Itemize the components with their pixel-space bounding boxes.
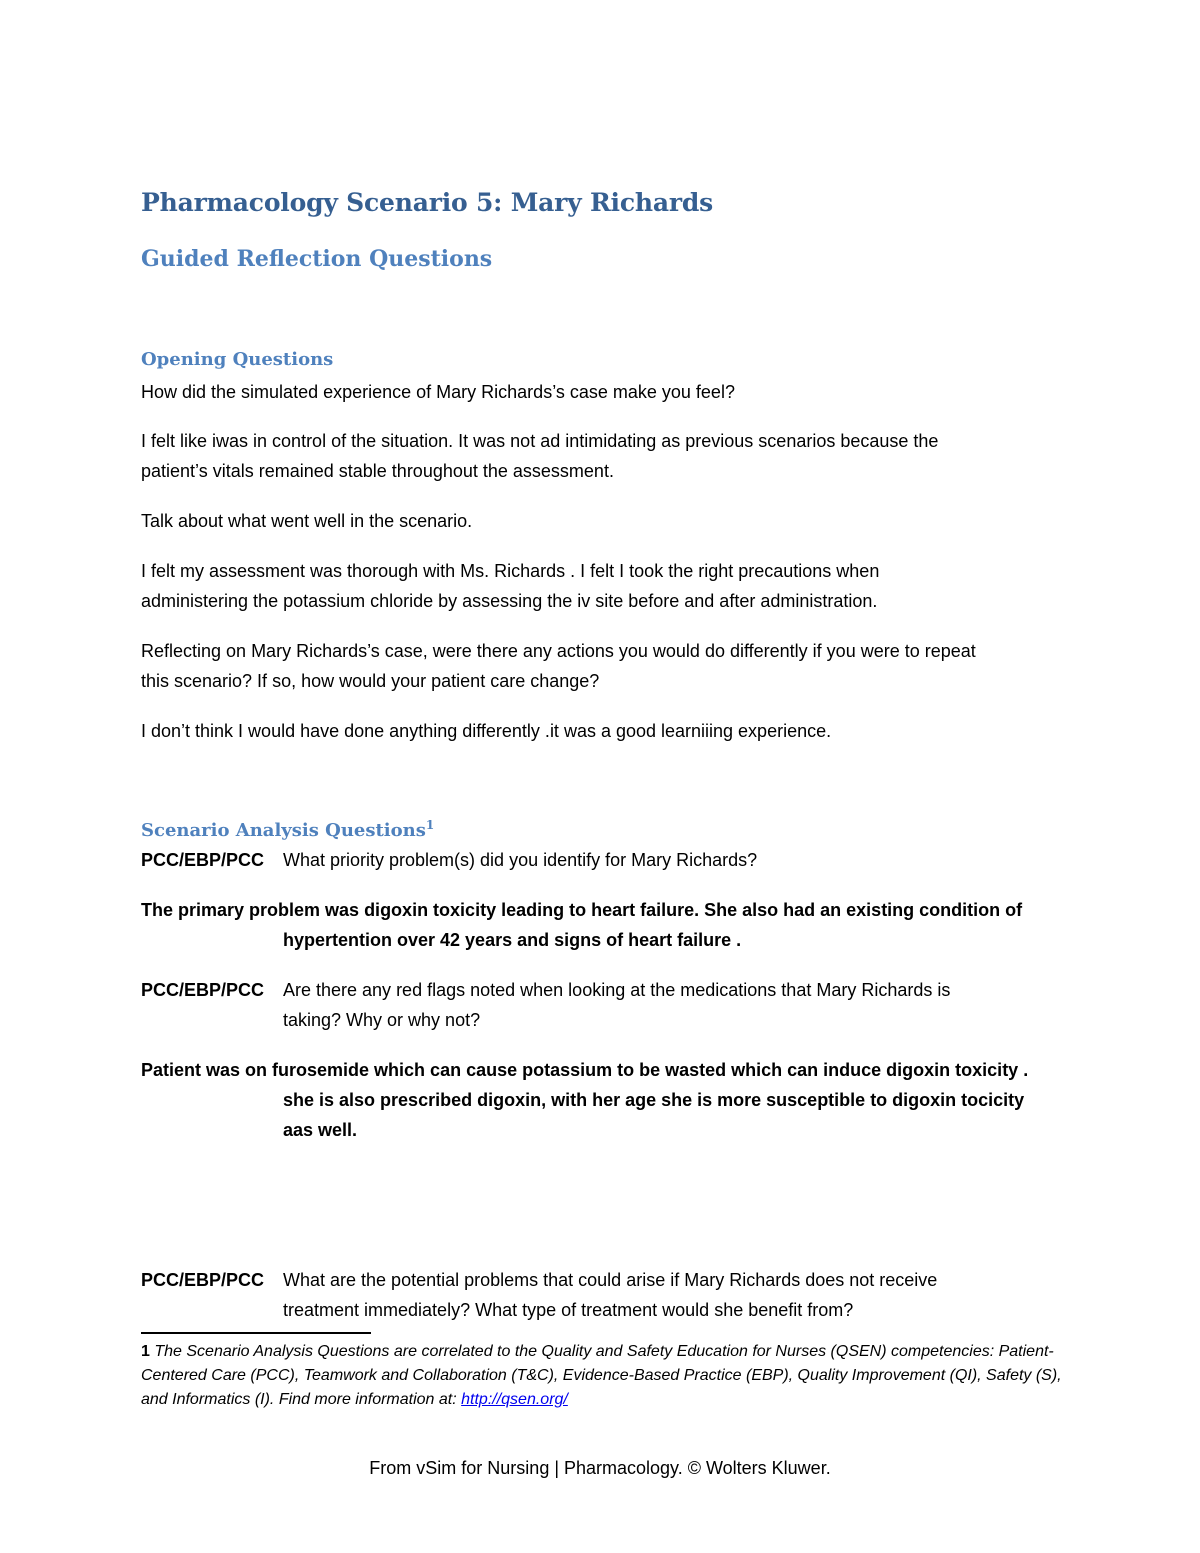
opening-question-3-line-2: this scenario? If so, how would your patient care change? [141,671,600,691]
qsen-link[interactable]: http://qsen.org/ [461,1391,568,1408]
scenario-analysis-heading [141,818,434,841]
competency-tag: PCC/EBP/PCC [141,850,265,870]
analysis-question-3-line-2: treatment immediately? What type of treatment would she benefit from? [283,1300,854,1320]
opening-answer-3: I don’t think I would have done anything differently .it was a good learniiing experience. [141,721,832,741]
analysis-question-2-line-1: Are there any red flags noted when looking at the medications that Mary Richards is [283,980,951,1000]
analysis-answer-1-line-2: hypertention over 42 years and signs of heart failure . [283,930,742,950]
analysis-answer-2-line-1: Patient was on furosemide which can cause potassium to be wasted which can induce digoxin toxicity . [141,1060,1029,1080]
opening-question-1: How did the simulated experience of Mary Richards’s case make you feel? [141,382,735,402]
opening-answer-2-line-2: administering the potassium chloride by assessing the iv site before and after administration. [141,591,878,611]
footnote-separator [141,1332,371,1334]
page-title: Pharmacology Scenario 5: Mary Richards [141,188,713,217]
opening-question-2: Talk about what went well in the scenario. [141,511,473,531]
footnote-ref: 1 [425,818,435,832]
page-subtitle: Guided Reflection Questions [141,246,493,272]
opening-answer-2-line-1: I felt my assessment was thorough with Ms. Richards . I felt I took the right precautions when [141,561,880,581]
competency-tag: PCC/EBP/PCC [141,980,265,1000]
footnote-number: 1 [141,1343,150,1360]
competency-tag: PCC/EBP/PCC [141,1270,265,1290]
page-footer: From vSim for Nursing | Pharmacology. © Wolters Kluwer. [369,1458,831,1478]
footnote-text: The Scenario Analysis Questions are correlated to the Quality and Safety Education for Nurses (QSEN) competencies: Patient-Centered Care (PCC), Teamwork and Collaboration (T&C), Evidence-Based Practice (EBP), Quality Improvement (QI), Safety (S), and Informatics (I). Find more information at: [141,1343,1062,1408]
opening-answer-1-line-1: I felt like iwas in control of the situation. It was not ad intimidating as previous scenarios because the [141,431,939,451]
analysis-answer-2-line-2: she is also prescribed digoxin, with her age she is more susceptible to digoxin tocicity [283,1090,1025,1110]
analysis-question-1: What priority problem(s) did you identify for Mary Richards? [283,850,758,870]
analysis-question-3-line-1: What are the potential problems that could arise if Mary Richards does not receive [283,1270,938,1290]
analysis-answer-2-line-3: aas well. [283,1120,358,1140]
analysis-answer-1-line-1: The primary problem was digoxin toxicity leading to heart failure. She also had an existing condition of [141,900,1023,920]
opening-question-3-line-1: Reflecting on Mary Richards’s case, were there any actions you would do differently if you were to repeat [141,641,976,661]
analysis-question-2-line-2: taking? Why or why not? [283,1010,481,1030]
scenario-analysis-heading-text: Scenario Analysis Questions [141,820,426,841]
opening-answer-1-line-2: patient’s vitals remained stable throughout the assessment. [141,461,614,481]
opening-questions-heading: Opening Questions [141,349,334,370]
footnote [141,1340,1071,1412]
